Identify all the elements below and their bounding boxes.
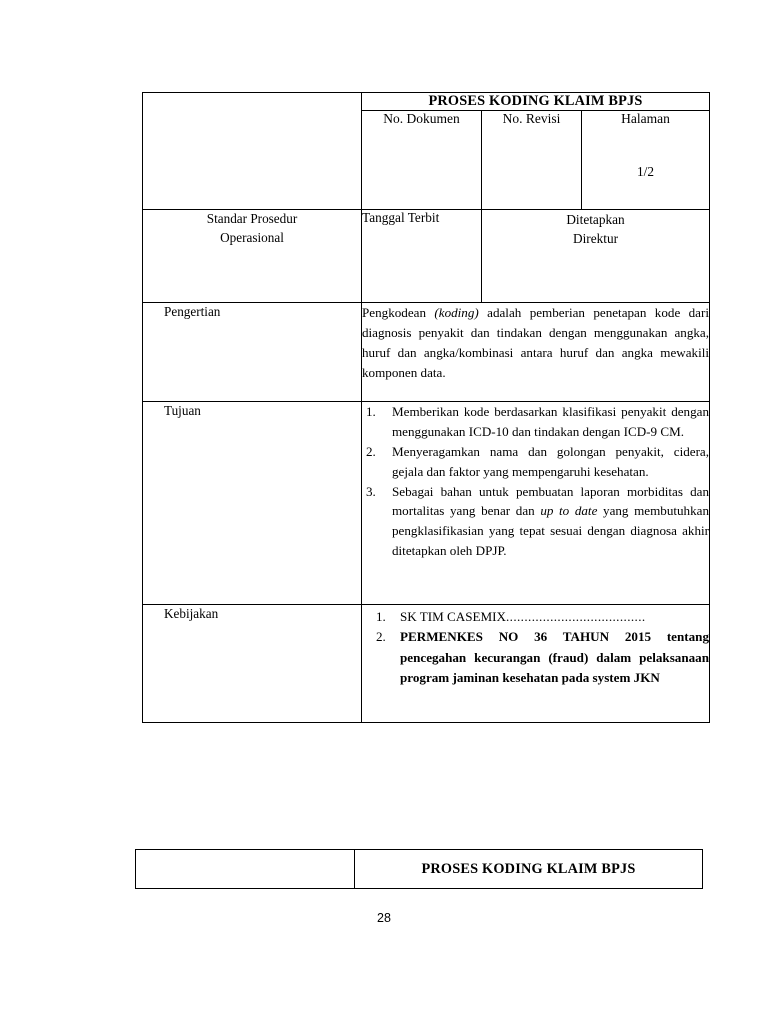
tujuan-item-1-text: Memberikan kode berdasarkan klasifikasi penyakit dengan menggunakan ICD-10 dan tindakan dengan ICD-9 CM. [392,404,710,439]
kebijakan-item-2-text: PERMENKES NO 36 TAHUN 2015 tentang pencegahan kecurangan (fraud) dalam pelaksanaan program jaminan kesehatan pada system JKN [400,629,710,685]
kebijakan-item-1-leader: ...................................... [505,609,646,624]
spo-label-line2: Operasional [220,229,284,245]
section-body-pengertian [362,303,710,402]
section-label-pengertian: Pengertian [143,303,362,402]
tanggal-terbit-cell [362,210,482,303]
table-row-pengertian [143,303,710,402]
footer-logo-cell [136,850,355,889]
no-revisi-cell [482,111,582,210]
no-dokumen-label: No. Dokumen [383,111,460,126]
tanggal-terbit-label: Tanggal Terbit [362,210,440,225]
list-item [362,627,709,688]
halaman-value: 1/2 [637,164,654,179]
footer-header-table [135,849,703,889]
halaman-cell [582,111,710,210]
section-label-tujuan: Tujuan [143,402,362,605]
logo-cell [143,93,362,210]
no-revisi-label: No. Revisi [502,111,561,126]
document-title: PROSES KODING KLAIM BPJS [362,93,710,111]
table-row-kebijakan [143,605,710,723]
halaman-label: Halaman [621,111,670,126]
list-item [362,482,709,562]
kebijakan-item-1-text: SK TIM CASEMIX [400,609,506,624]
ditetapkan-cell [482,210,710,303]
spo-main-table [142,92,710,723]
pengertian-text-italic: (koding) [434,305,479,320]
no-dokumen-cell [362,111,482,210]
table-row-tujuan [143,402,710,605]
footer-document-title: PROSES KODING KLAIM BPJS [355,850,703,889]
list-item [362,607,709,627]
page-number: 28 [377,911,391,925]
list-item [362,442,709,482]
kebijakan-list [362,605,709,688]
section-label-kebijakan: Kebijakan [143,605,362,723]
tujuan-item-3-part2: yang membutuhkan pengklasifikasian yang tepat sesuai dengan diagnosa akhir ditetapkan oleh DPJP. [392,503,710,559]
table-row-title [143,93,710,111]
ditetapkan-line2: Direktur [572,231,619,247]
table-row-spo [143,210,710,303]
pengertian-text-part1: Pengkodean [362,305,435,320]
spo-label-line1: Standar Prosedur [206,211,298,226]
ditetapkan-line1: Ditetapkan [566,212,625,227]
table-row [136,850,703,889]
tujuan-item-3-italic: up to date [540,503,598,519]
tujuan-item-3-part1: Sebagai bahan untuk pembuatan laporan morbiditas dan mortalitas yang benar dan [392,483,710,519]
section-body-kebijakan [362,605,710,723]
tujuan-item-2-text: Menyeragamkan nama dan golongan penyakit, cidera, gejala dan faktor yang mempengaruhi kesehatan. [392,443,710,479]
pengertian-text-part2: adalah pemberian penetapan kode dari diagnosis penyakit dan tindakan dengan menggunakan angka, huruf dan angka/kombinasi antara huruf dan angka mewakili komponen data. [362,305,710,380]
list-item [362,402,709,442]
section-body-tujuan [362,402,710,605]
spo-label-cell [143,210,362,303]
tujuan-list [362,402,709,561]
